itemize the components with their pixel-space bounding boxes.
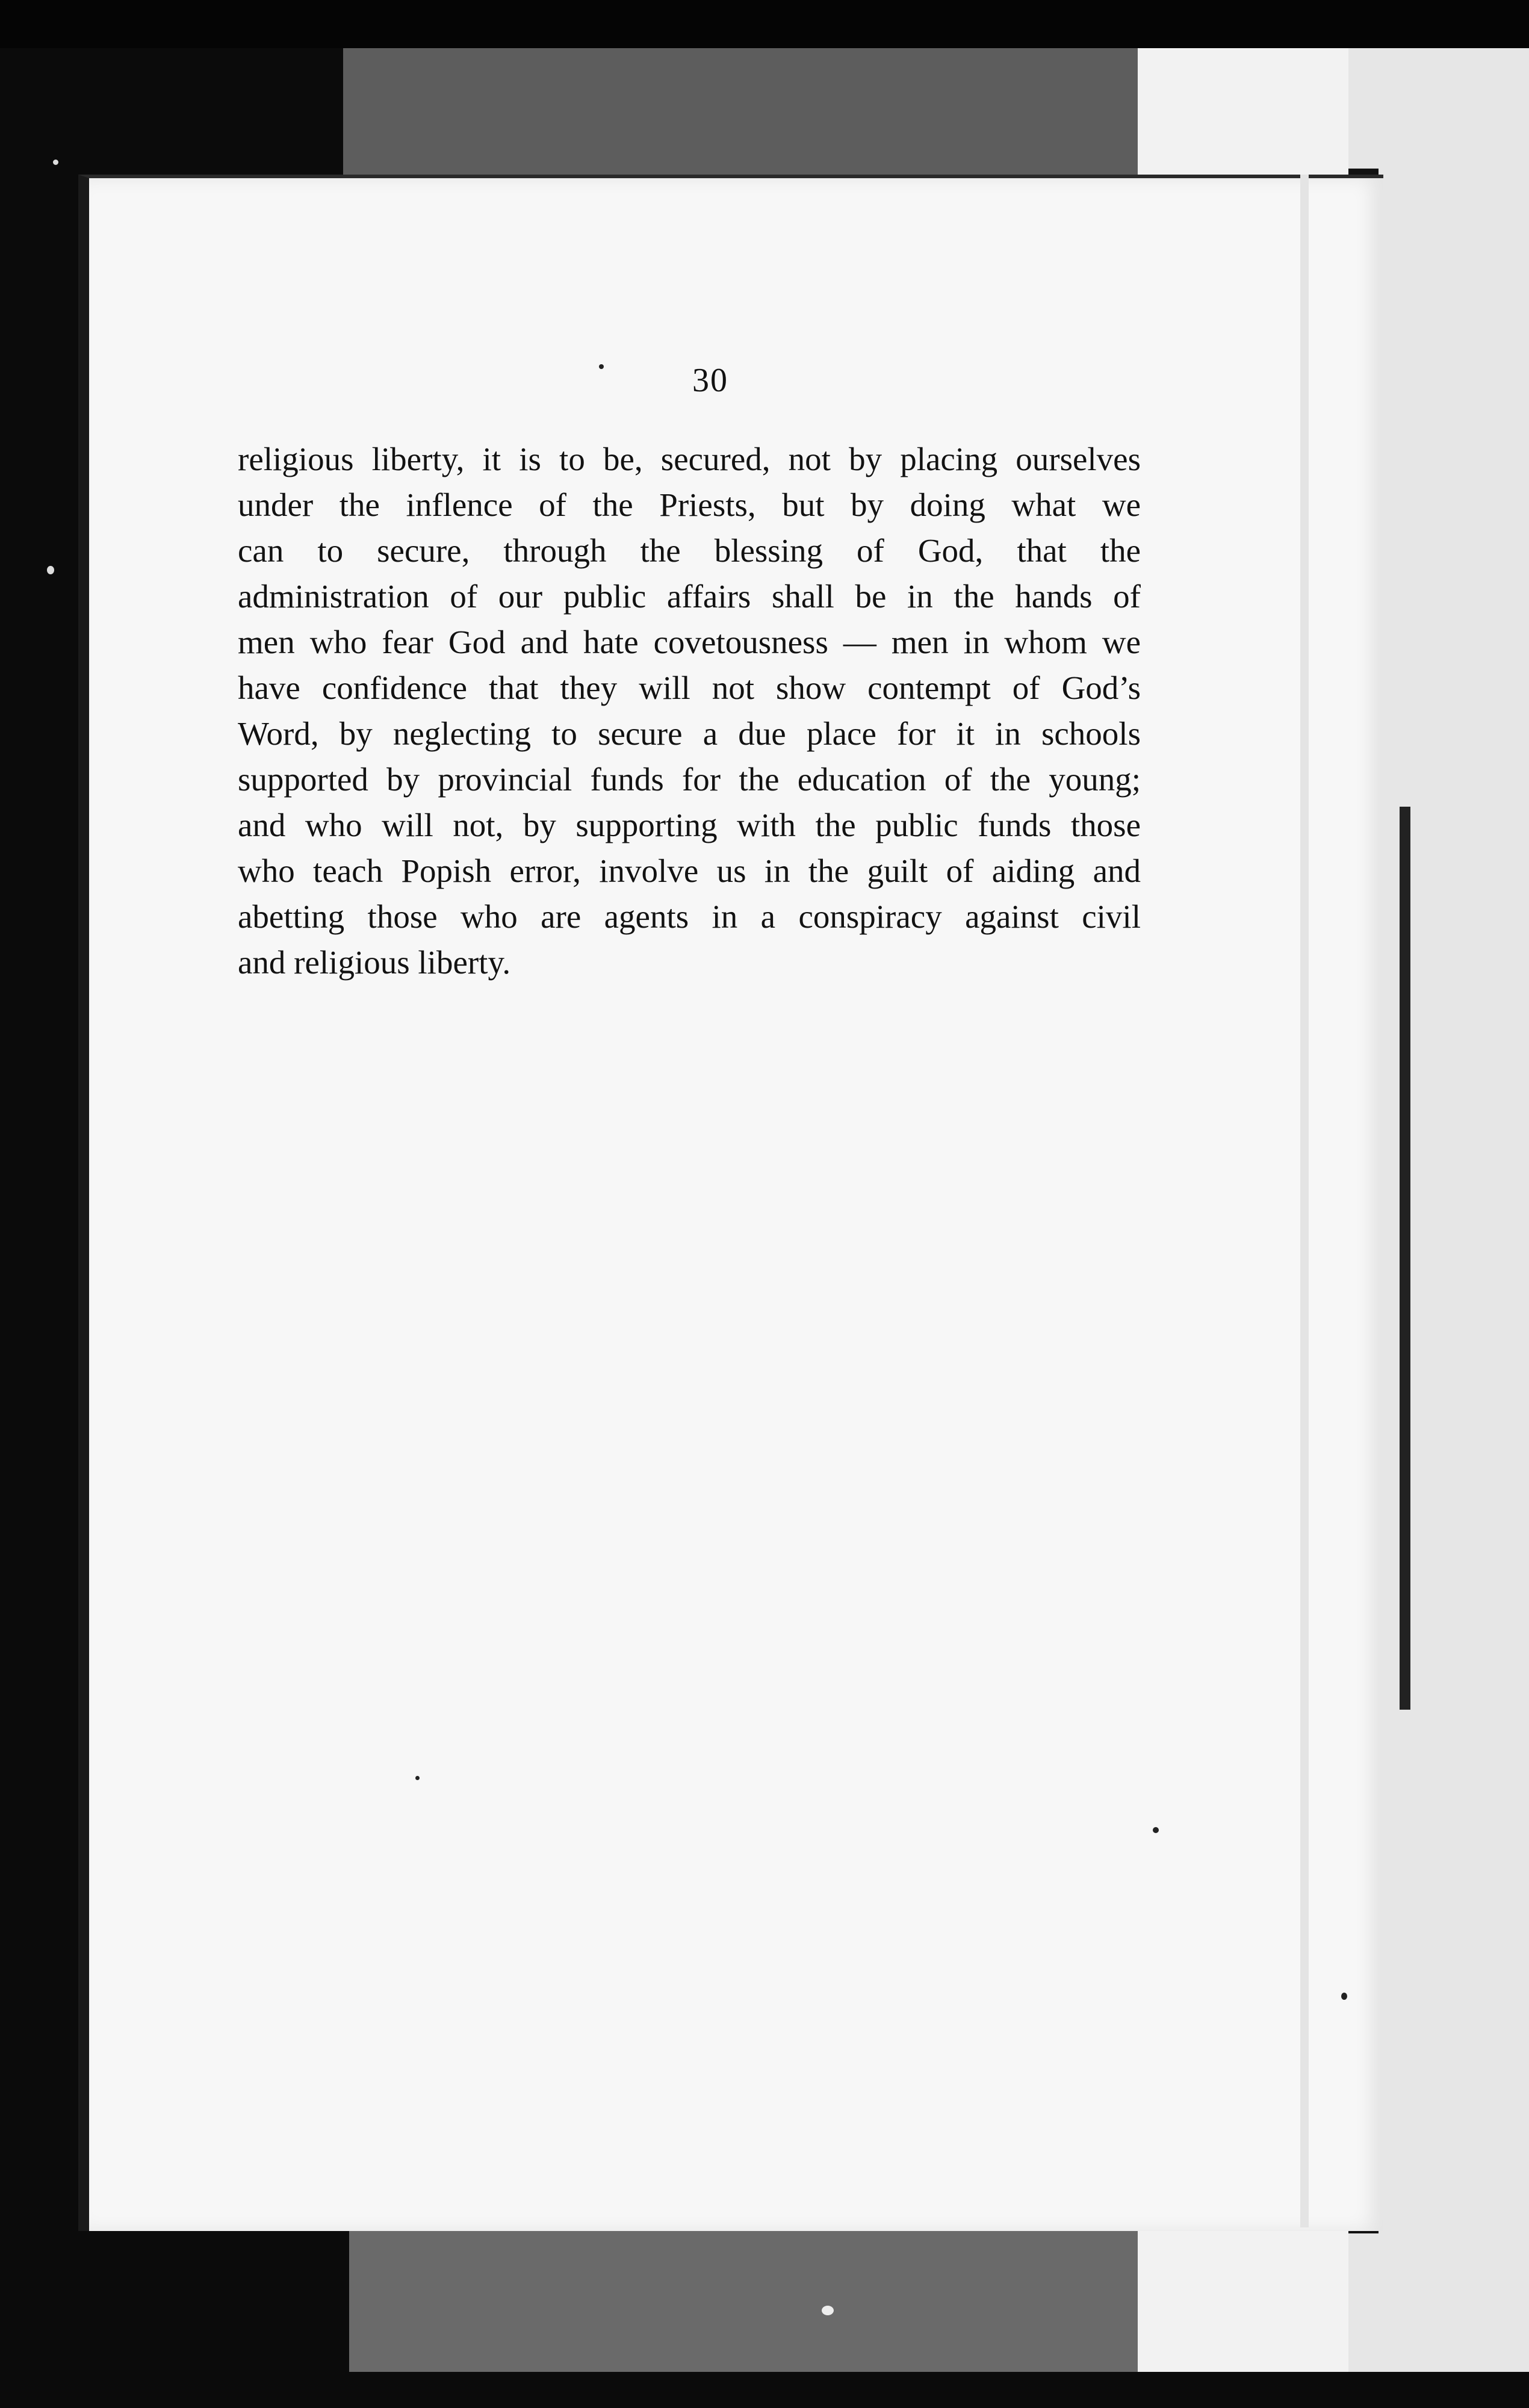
scan-speck [599, 364, 604, 369]
text-line: can to secure, through the blessing of God, that the [238, 532, 1141, 569]
scan-speck [415, 1776, 420, 1780]
text-line: Word, by neglecting to secure a due place for it in schools [238, 715, 1141, 752]
page-number: 30 [692, 362, 728, 399]
text-line: supported by provincial funds for the education of the young; [238, 761, 1141, 798]
scan-speck [53, 160, 58, 165]
text-line: administration of our public affairs shall be in the hands of [238, 578, 1141, 615]
scan-speck [1153, 1827, 1159, 1833]
text-line: and religious liberty. [238, 944, 511, 981]
backing-board-bottom [349, 2227, 1144, 2372]
text-line: abetting those who are agents in a conspiracy against civil [238, 898, 1141, 935]
body-paragraph [238, 436, 1141, 985]
text-line: who teach Popish error, involve us in the guilt of aiding and [238, 852, 1141, 889]
text-line: religious liberty, it is to be, secured, not by placing ourselves [238, 441, 1141, 477]
page-fore-edge [1300, 175, 1309, 2227]
text-line: and who will not, by supporting with the public funds those [238, 807, 1141, 843]
scan-speck [47, 566, 54, 574]
text-line: have confidence that they will not show contempt of God’s [238, 669, 1141, 706]
film-border-top [0, 0, 1529, 48]
text-line: men who fear God and hate covetousness — men in whom we [238, 624, 1141, 660]
scan-speck [1341, 1993, 1347, 2000]
binding-thread [1400, 807, 1410, 1710]
text-line: under the inflence of the Priests, but by doing what we [238, 486, 1141, 523]
scan-speck [822, 2306, 834, 2315]
backing-board-top [343, 48, 1144, 187]
